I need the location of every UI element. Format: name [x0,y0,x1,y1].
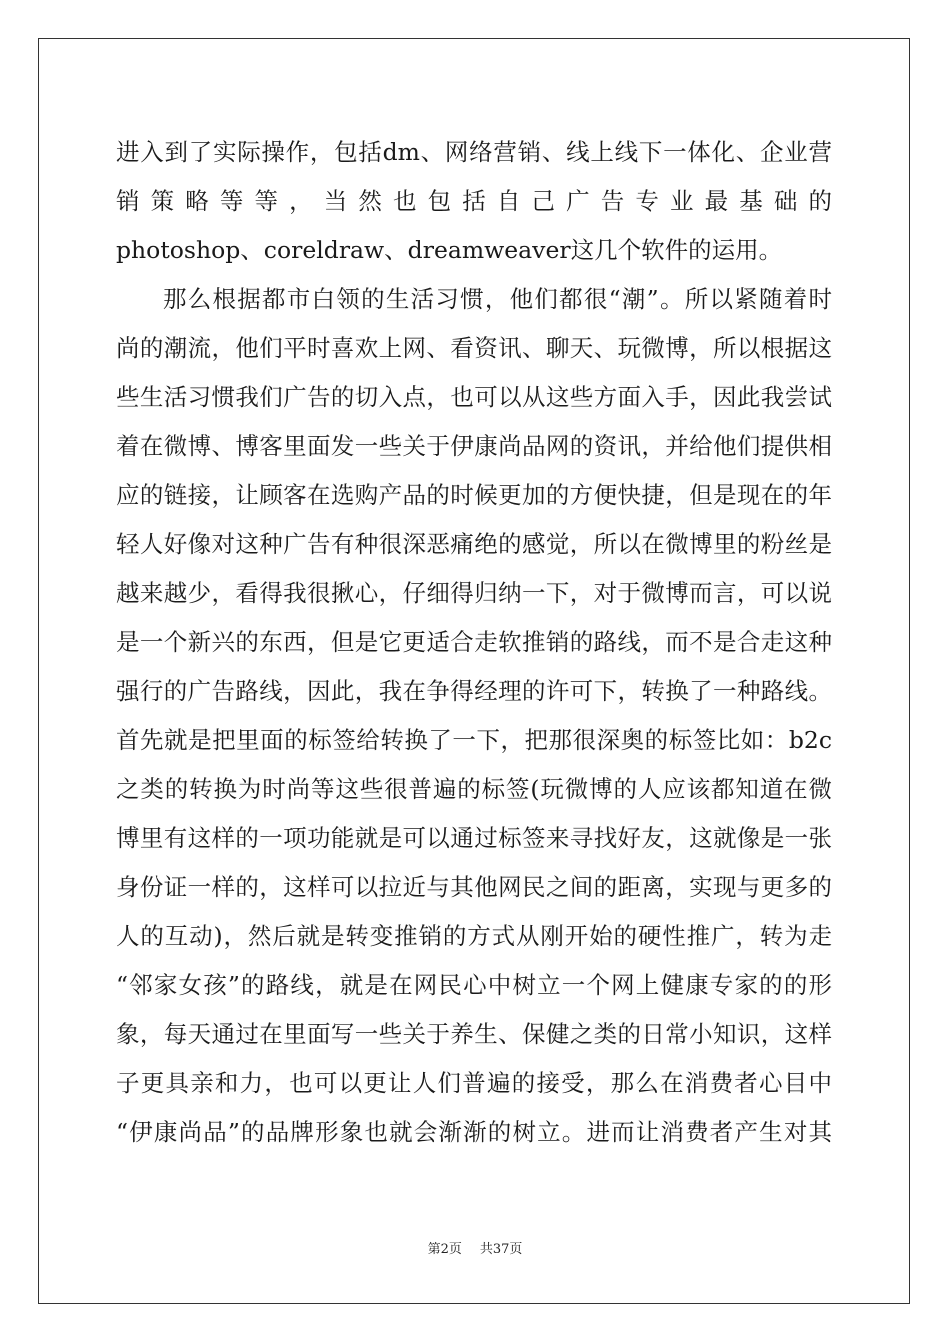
text-line: 博里有这样的一项功能就是可以通过标签来寻找好友，这就像是一张 [116,824,832,852]
page-total: 共37页 [479,1242,523,1257]
paragraph-first-line: 那么根据都市白领的生活习惯，他们都很“潮”。所以紧随着时 [163,285,832,313]
text-line: 身份证一样的，这样可以拉近与其他网民之间的距离，实现与更多的 [116,873,832,901]
text-line: 进入到了实际操作，包括dm、网络营销、线上线下一体化、企业营 [116,138,832,166]
page-footer [0,1238,950,1257]
page-number: 第2页 [427,1242,462,1257]
document-body [116,128,832,1157]
text-line: 尚的潮流，他们平时喜欢上网、看资讯、聊天、玩微博，所以根据这 [116,334,832,362]
text-line: 些生活习惯我们广告的切入点，也可以从这些方面入手，因此我尝试 [116,383,832,411]
text-line: 象，每天通过在里面写一些关于养生、保健之类的日常小知识，这样 [116,1020,832,1048]
text-line: 轻人好像对这种广告有种很深恶痛绝的感觉，所以在微博里的粉丝是 [116,530,832,558]
text-line: 人的互动)，然后就是转变推销的方式从刚开始的硬性推广，转为走 [116,922,832,950]
text-line: 着在微博、博客里面发一些关于伊康尚品网的资讯，并给他们提供相 [116,432,832,460]
text-line: “伊康尚品”的品牌形象也就会渐渐的树立。进而让消费者产生对其 [116,1118,832,1146]
text-line: 子更具亲和力，也可以更让人们普遍的接受，那么在消费者心目中 [116,1069,832,1097]
text-line: 是一个新兴的东西，但是它更适合走软推销的路线，而不是合走这种 [116,628,832,656]
text-line: 越来越少，看得我很揪心，仔细得归纳一下，对于微博而言，可以说 [116,579,832,607]
text-line: “邻家女孩”的路线，就是在网民心中树立一个网上健康专家的的形 [116,971,832,999]
text-line: 应的链接，让顾客在选购产品的时候更加的方便快捷，但是现在的年 [116,481,832,509]
text-line: 首先就是把里面的标签给转换了一下，把那很深奥的标签比如：b2c [116,726,832,754]
text-line: 强行的广告路线，因此，我在争得经理的许可下，转换了一种路线。 [116,677,832,705]
text-line: 之类的转换为时尚等这些很普遍的标签(玩微博的人应该都知道在微 [116,775,832,803]
text-line: 销策略等等，当然也包括自己广告专业最基础的 [116,187,832,215]
text-line: photoshop、coreldraw、dreamweaver这几个软件的运用。 [116,236,783,264]
